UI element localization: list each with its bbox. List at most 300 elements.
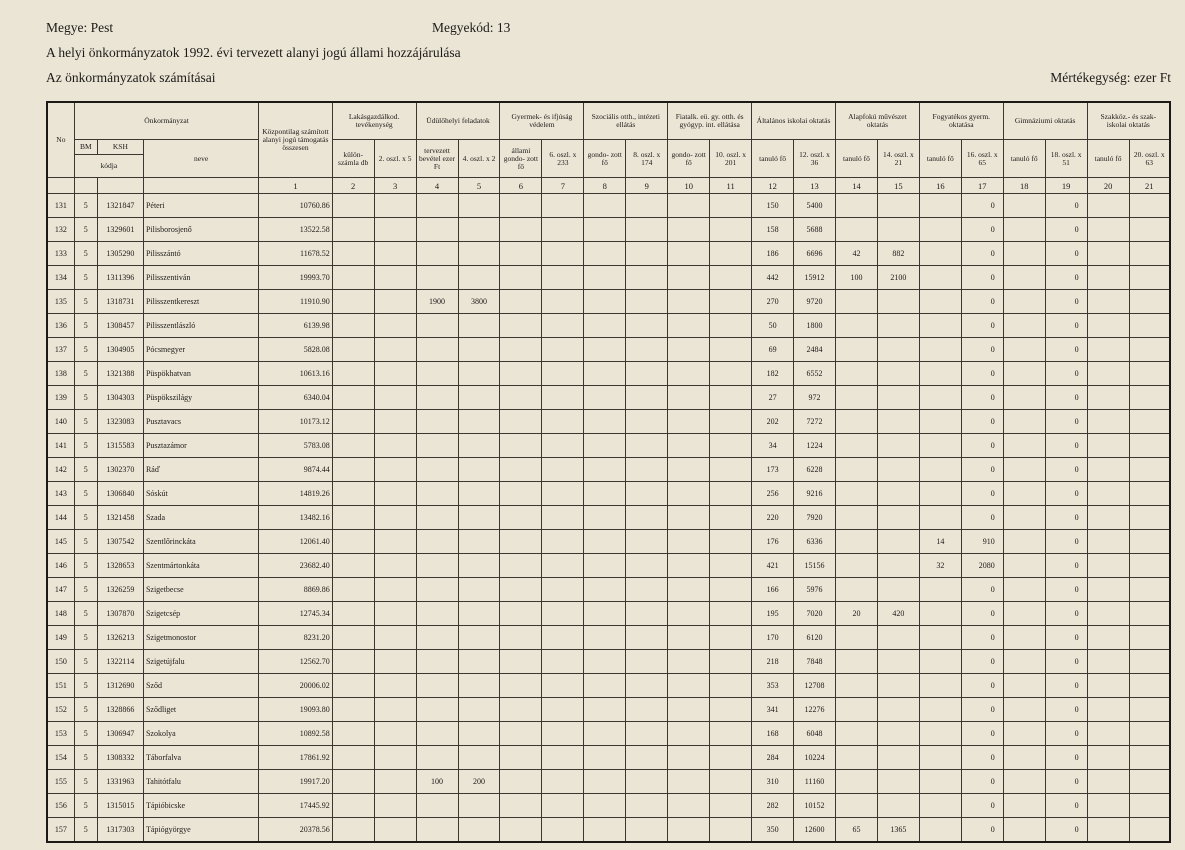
value-cell-c17: 0 — [961, 674, 1003, 698]
empty-cell — [1129, 290, 1170, 314]
value-cell-c19: 0 — [1045, 698, 1087, 722]
table-row — [47, 362, 1170, 386]
row-number: 154 — [47, 746, 74, 770]
empty-cell — [668, 482, 710, 506]
empty-cell — [710, 674, 752, 698]
empty-cell — [1129, 338, 1170, 362]
empty-cell — [332, 794, 374, 818]
value-cell-c17: 910 — [961, 530, 1003, 554]
empty-cell — [374, 458, 416, 482]
value-cell-c5 — [458, 218, 500, 242]
bm-code: 5 — [74, 218, 97, 242]
empty-cell — [668, 362, 710, 386]
total-amount: 19093.80 — [259, 698, 332, 722]
group-header: Gimnáziumi oktatás — [1003, 102, 1087, 140]
value-cell-c19: 0 — [1045, 578, 1087, 602]
empty-cell — [1129, 434, 1170, 458]
column-number: 21 — [1129, 178, 1170, 194]
bm-code: 5 — [74, 698, 97, 722]
value-cell-c15 — [877, 650, 919, 674]
empty-cell — [500, 194, 542, 218]
empty-cell — [500, 434, 542, 458]
empty-cell — [332, 290, 374, 314]
column-number: 2 — [332, 178, 374, 194]
empty-cell — [542, 242, 584, 266]
row-number: 148 — [47, 602, 74, 626]
bm-code: 5 — [74, 818, 97, 843]
bm-code: 5 — [74, 290, 97, 314]
value-cell-c16 — [919, 362, 961, 386]
total-amount: 10892.58 — [259, 722, 332, 746]
empty-cell — [668, 698, 710, 722]
empty-cell — [1003, 218, 1045, 242]
total-amount: 14819.26 — [259, 482, 332, 506]
empty-cell — [584, 194, 626, 218]
municipality-name: Pilisborosjenő — [143, 218, 258, 242]
table-row — [47, 314, 1170, 338]
value-cell-c14 — [835, 386, 877, 410]
column-number: 8 — [584, 178, 626, 194]
value-cell-c13: 6552 — [794, 362, 836, 386]
total-amount: 6340.04 — [259, 386, 332, 410]
value-cell-c15 — [877, 698, 919, 722]
empty-cell — [710, 770, 752, 794]
empty-cell — [710, 458, 752, 482]
value-cell-c17: 0 — [961, 818, 1003, 843]
empty-cell — [584, 482, 626, 506]
empty-cell — [584, 218, 626, 242]
sub-header: 20. oszl. x 63 — [1129, 140, 1170, 178]
empty-cell — [1129, 530, 1170, 554]
bm-code: 5 — [74, 626, 97, 650]
empty-cell — [584, 314, 626, 338]
ksh-code: 1308332 — [97, 746, 143, 770]
value-cell-c15 — [877, 194, 919, 218]
value-cell-c4 — [416, 338, 458, 362]
municipality-name: Szigetmonostor — [143, 626, 258, 650]
empty-cell — [374, 650, 416, 674]
value-cell-c19: 0 — [1045, 602, 1087, 626]
empty-cell — [542, 746, 584, 770]
empty-cell — [332, 458, 374, 482]
empty-cell — [500, 338, 542, 362]
value-cell-c14 — [835, 458, 877, 482]
ksh-code: 1304303 — [97, 386, 143, 410]
value-cell-c17: 0 — [961, 242, 1003, 266]
value-cell-c14 — [835, 722, 877, 746]
value-cell-c5 — [458, 530, 500, 554]
municipality-name: Püspökhatvan — [143, 362, 258, 386]
empty-cell — [710, 722, 752, 746]
empty-cell — [584, 458, 626, 482]
row-number: 146 — [47, 554, 74, 578]
value-cell-c14 — [835, 674, 877, 698]
empty-cell — [1087, 650, 1129, 674]
column-number: 5 — [458, 178, 500, 194]
total-amount: 17445.92 — [259, 794, 332, 818]
value-cell-c5 — [458, 674, 500, 698]
row-number: 136 — [47, 314, 74, 338]
table-row — [47, 722, 1170, 746]
empty-cell — [332, 194, 374, 218]
empty-cell — [332, 818, 374, 843]
value-cell-c13: 15912 — [794, 266, 836, 290]
total-amount: 5828.08 — [259, 338, 332, 362]
column-number: 4 — [416, 178, 458, 194]
empty-cell — [626, 506, 668, 530]
sub-header: 6. oszl. x 233 — [542, 140, 584, 178]
empty-cell — [542, 626, 584, 650]
empty-cell — [584, 410, 626, 434]
empty-cell — [374, 266, 416, 290]
ksh-code: 1328653 — [97, 554, 143, 578]
value-cell-c17: 0 — [961, 218, 1003, 242]
empty-cell — [542, 530, 584, 554]
contribution-table — [46, 101, 1171, 843]
value-cell-c5 — [458, 386, 500, 410]
municipality-name: Péteri — [143, 194, 258, 218]
empty-cell — [626, 242, 668, 266]
row-number: 137 — [47, 338, 74, 362]
value-cell-c14: 65 — [835, 818, 877, 843]
value-cell-c16 — [919, 266, 961, 290]
row-number: 134 — [47, 266, 74, 290]
value-cell-c14 — [835, 290, 877, 314]
column-number: 15 — [877, 178, 919, 194]
table-row — [47, 794, 1170, 818]
value-cell-c12: 442 — [752, 266, 794, 290]
bm-code: 5 — [74, 362, 97, 386]
municipality-name: Szokolya — [143, 722, 258, 746]
value-cell-c5 — [458, 242, 500, 266]
value-cell-c17: 0 — [961, 578, 1003, 602]
row-number: 142 — [47, 458, 74, 482]
value-cell-c12: 150 — [752, 194, 794, 218]
empty-cell — [374, 242, 416, 266]
empty-cell — [710, 698, 752, 722]
value-cell-c15 — [877, 386, 919, 410]
column-number: 7 — [542, 178, 584, 194]
empty-cell — [710, 314, 752, 338]
ksh-code: 1306840 — [97, 482, 143, 506]
empty-cell — [374, 482, 416, 506]
empty-cell — [542, 338, 584, 362]
value-cell-c12: 166 — [752, 578, 794, 602]
row-number: 155 — [47, 770, 74, 794]
value-cell-c4: 100 — [416, 770, 458, 794]
value-cell-c19: 0 — [1045, 482, 1087, 506]
bm-code: 5 — [74, 722, 97, 746]
value-cell-c16 — [919, 386, 961, 410]
ksh-code: 1328866 — [97, 698, 143, 722]
empty-cell — [626, 218, 668, 242]
municipality-name: Táborfalva — [143, 746, 258, 770]
empty-cell — [668, 338, 710, 362]
total-header: Központilag számított alanyi jogú támogatás összesen — [259, 102, 332, 178]
ksh-code: 1312690 — [97, 674, 143, 698]
empty-cell — [626, 362, 668, 386]
empty-cell — [1003, 674, 1045, 698]
total-amount: 9874.44 — [259, 458, 332, 482]
ksh-code: 1307542 — [97, 530, 143, 554]
empty-cell — [668, 602, 710, 626]
value-cell-c19: 0 — [1045, 266, 1087, 290]
value-cell-c19: 0 — [1045, 338, 1087, 362]
empty-cell — [500, 650, 542, 674]
table-row — [47, 698, 1170, 722]
empty-cell — [1087, 434, 1129, 458]
empty-cell — [710, 818, 752, 843]
empty-cell — [1129, 506, 1170, 530]
municipality-name: Sződliget — [143, 698, 258, 722]
empty-cell — [1087, 194, 1129, 218]
empty-cell — [1087, 818, 1129, 843]
value-cell-c13: 10224 — [794, 746, 836, 770]
empty-cell — [332, 218, 374, 242]
empty-cell — [668, 626, 710, 650]
sub-header: 8. oszl. x 174 — [626, 140, 668, 178]
empty-cell — [1003, 314, 1045, 338]
value-cell-c5 — [458, 482, 500, 506]
table-row — [47, 650, 1170, 674]
value-cell-c5 — [458, 794, 500, 818]
group-header: Üdülőhelyi feladatok — [416, 102, 500, 140]
empty-cell — [1129, 650, 1170, 674]
value-cell-c15 — [877, 314, 919, 338]
value-cell-c13: 12708 — [794, 674, 836, 698]
value-cell-c4 — [416, 410, 458, 434]
table-header — [47, 102, 1170, 194]
table-row — [47, 290, 1170, 314]
value-cell-c17: 2080 — [961, 554, 1003, 578]
municipality-name: Pócsmegyer — [143, 338, 258, 362]
empty-cell — [626, 770, 668, 794]
bm-code: 5 — [74, 578, 97, 602]
row-number: 153 — [47, 722, 74, 746]
total-amount: 11678.52 — [259, 242, 332, 266]
value-cell-c19: 0 — [1045, 722, 1087, 746]
value-cell-c15: 1365 — [877, 818, 919, 843]
value-cell-c14 — [835, 554, 877, 578]
value-cell-c12: 158 — [752, 218, 794, 242]
empty-cell — [626, 674, 668, 698]
table-row — [47, 458, 1170, 482]
value-cell-c17: 0 — [961, 770, 1003, 794]
empty-cell — [374, 506, 416, 530]
sub-header: gondo- zott fő — [668, 140, 710, 178]
table-row — [47, 434, 1170, 458]
ksh-code: 1318731 — [97, 290, 143, 314]
empty-cell — [1087, 554, 1129, 578]
value-cell-c12: 69 — [752, 338, 794, 362]
empty-cell — [542, 314, 584, 338]
empty-cell — [1087, 746, 1129, 770]
empty-cell — [1003, 770, 1045, 794]
empty-cell — [626, 410, 668, 434]
row-number: 141 — [47, 434, 74, 458]
empty-cell — [374, 578, 416, 602]
bm-code: 5 — [74, 506, 97, 530]
value-cell-c4: 1900 — [416, 290, 458, 314]
empty-cell — [374, 554, 416, 578]
county-label: Megye: Pest — [46, 20, 114, 35]
empty-cell — [584, 506, 626, 530]
empty-cell — [332, 362, 374, 386]
column-number: 12 — [752, 178, 794, 194]
empty-cell — [668, 218, 710, 242]
ksh-code: 1315015 — [97, 794, 143, 818]
value-cell-c13: 6336 — [794, 530, 836, 554]
empty-cell — [500, 626, 542, 650]
table-body — [47, 194, 1170, 843]
value-cell-c4 — [416, 530, 458, 554]
empty-cell — [1129, 482, 1170, 506]
ksh-code: 1307870 — [97, 602, 143, 626]
empty-cell — [542, 218, 584, 242]
value-cell-c16 — [919, 338, 961, 362]
empty-cell — [584, 650, 626, 674]
empty-cell — [626, 458, 668, 482]
row-number: 139 — [47, 386, 74, 410]
row-number: 150 — [47, 650, 74, 674]
value-cell-c4 — [416, 578, 458, 602]
value-cell-c17: 0 — [961, 650, 1003, 674]
value-cell-c12: 176 — [752, 530, 794, 554]
value-cell-c19: 0 — [1045, 818, 1087, 843]
total-amount: 10760.86 — [259, 194, 332, 218]
table-row — [47, 386, 1170, 410]
value-cell-c16 — [919, 578, 961, 602]
empty-cell — [626, 434, 668, 458]
empty-cell — [1087, 770, 1129, 794]
group-header: Általános iskolai oktatás — [752, 102, 836, 140]
empty-cell — [710, 266, 752, 290]
sub-header: tanuló fő — [835, 140, 877, 178]
value-cell-c12: 310 — [752, 770, 794, 794]
value-cell-c13: 15156 — [794, 554, 836, 578]
value-cell-c12: 173 — [752, 458, 794, 482]
empty-cell — [1087, 338, 1129, 362]
empty-cell — [542, 194, 584, 218]
value-cell-c12: 220 — [752, 506, 794, 530]
empty-cell — [668, 458, 710, 482]
empty-cell — [710, 194, 752, 218]
value-cell-c16: 14 — [919, 530, 961, 554]
empty-cell — [1087, 626, 1129, 650]
empty-cell — [584, 770, 626, 794]
empty-cell — [1129, 266, 1170, 290]
value-cell-c19: 0 — [1045, 314, 1087, 338]
empty-cell — [332, 242, 374, 266]
empty-cell — [500, 410, 542, 434]
empty-cell — [1129, 722, 1170, 746]
empty-cell — [1087, 602, 1129, 626]
empty-cell — [332, 650, 374, 674]
value-cell-c16 — [919, 674, 961, 698]
table-row — [47, 602, 1170, 626]
value-cell-c13: 5400 — [794, 194, 836, 218]
table-row — [47, 578, 1170, 602]
empty-cell — [332, 266, 374, 290]
value-cell-c14 — [835, 626, 877, 650]
empty-cell — [1129, 410, 1170, 434]
value-cell-c19: 0 — [1045, 650, 1087, 674]
value-cell-c12: 202 — [752, 410, 794, 434]
value-cell-c19: 0 — [1045, 434, 1087, 458]
row-number: 140 — [47, 410, 74, 434]
empty-cell — [1129, 794, 1170, 818]
value-cell-c14 — [835, 314, 877, 338]
value-cell-c12: 34 — [752, 434, 794, 458]
empty-cell — [584, 242, 626, 266]
value-cell-c16 — [919, 434, 961, 458]
empty-cell — [710, 410, 752, 434]
ksh-code: 1315583 — [97, 434, 143, 458]
value-cell-c17: 0 — [961, 746, 1003, 770]
value-cell-c13: 7020 — [794, 602, 836, 626]
bm-code: 5 — [74, 338, 97, 362]
empty-cell — [1129, 194, 1170, 218]
empty-cell — [1003, 434, 1045, 458]
value-cell-c16 — [919, 650, 961, 674]
value-cell-c14 — [835, 482, 877, 506]
ksh-code: 1306947 — [97, 722, 143, 746]
empty-cell — [1129, 602, 1170, 626]
value-cell-c19: 0 — [1045, 242, 1087, 266]
value-cell-c13: 7272 — [794, 410, 836, 434]
value-cell-c13: 11160 — [794, 770, 836, 794]
empty-cell — [1003, 578, 1045, 602]
value-cell-c14 — [835, 698, 877, 722]
empty-cell — [710, 290, 752, 314]
value-cell-c4 — [416, 722, 458, 746]
value-cell-c17: 0 — [961, 602, 1003, 626]
empty-cell — [1087, 386, 1129, 410]
value-cell-c17: 0 — [961, 434, 1003, 458]
empty-cell — [374, 818, 416, 843]
bm-code: 5 — [74, 530, 97, 554]
empty-cell — [626, 266, 668, 290]
value-cell-c17: 0 — [961, 314, 1003, 338]
value-cell-c19: 0 — [1045, 386, 1087, 410]
table-row — [47, 554, 1170, 578]
municipality-name: Szentlőrinckáta — [143, 530, 258, 554]
value-cell-c12: 350 — [752, 818, 794, 843]
row-number: 132 — [47, 218, 74, 242]
empty-cell — [332, 386, 374, 410]
empty-cell — [374, 530, 416, 554]
empty-cell — [710, 362, 752, 386]
empty-cell — [332, 746, 374, 770]
municipality-name: Pusztavacs — [143, 410, 258, 434]
empty-cell — [710, 506, 752, 530]
sub-header: 18. oszl. x 51 — [1045, 140, 1087, 178]
group-header: Fogyatékos gyerm. oktatása — [919, 102, 1003, 140]
value-cell-c14 — [835, 194, 877, 218]
empty-cell — [668, 674, 710, 698]
empty-cell — [1003, 242, 1045, 266]
empty-cell — [542, 818, 584, 843]
sub-header: gondo- zott fő — [584, 140, 626, 178]
ksh-code: 1317303 — [97, 818, 143, 843]
value-cell-c14 — [835, 794, 877, 818]
ksh-code: 1302370 — [97, 458, 143, 482]
sub-header: tanuló fő — [1003, 140, 1045, 178]
empty-cell — [1003, 530, 1045, 554]
value-cell-c15: 420 — [877, 602, 919, 626]
value-cell-c19: 0 — [1045, 362, 1087, 386]
empty-cell — [668, 722, 710, 746]
